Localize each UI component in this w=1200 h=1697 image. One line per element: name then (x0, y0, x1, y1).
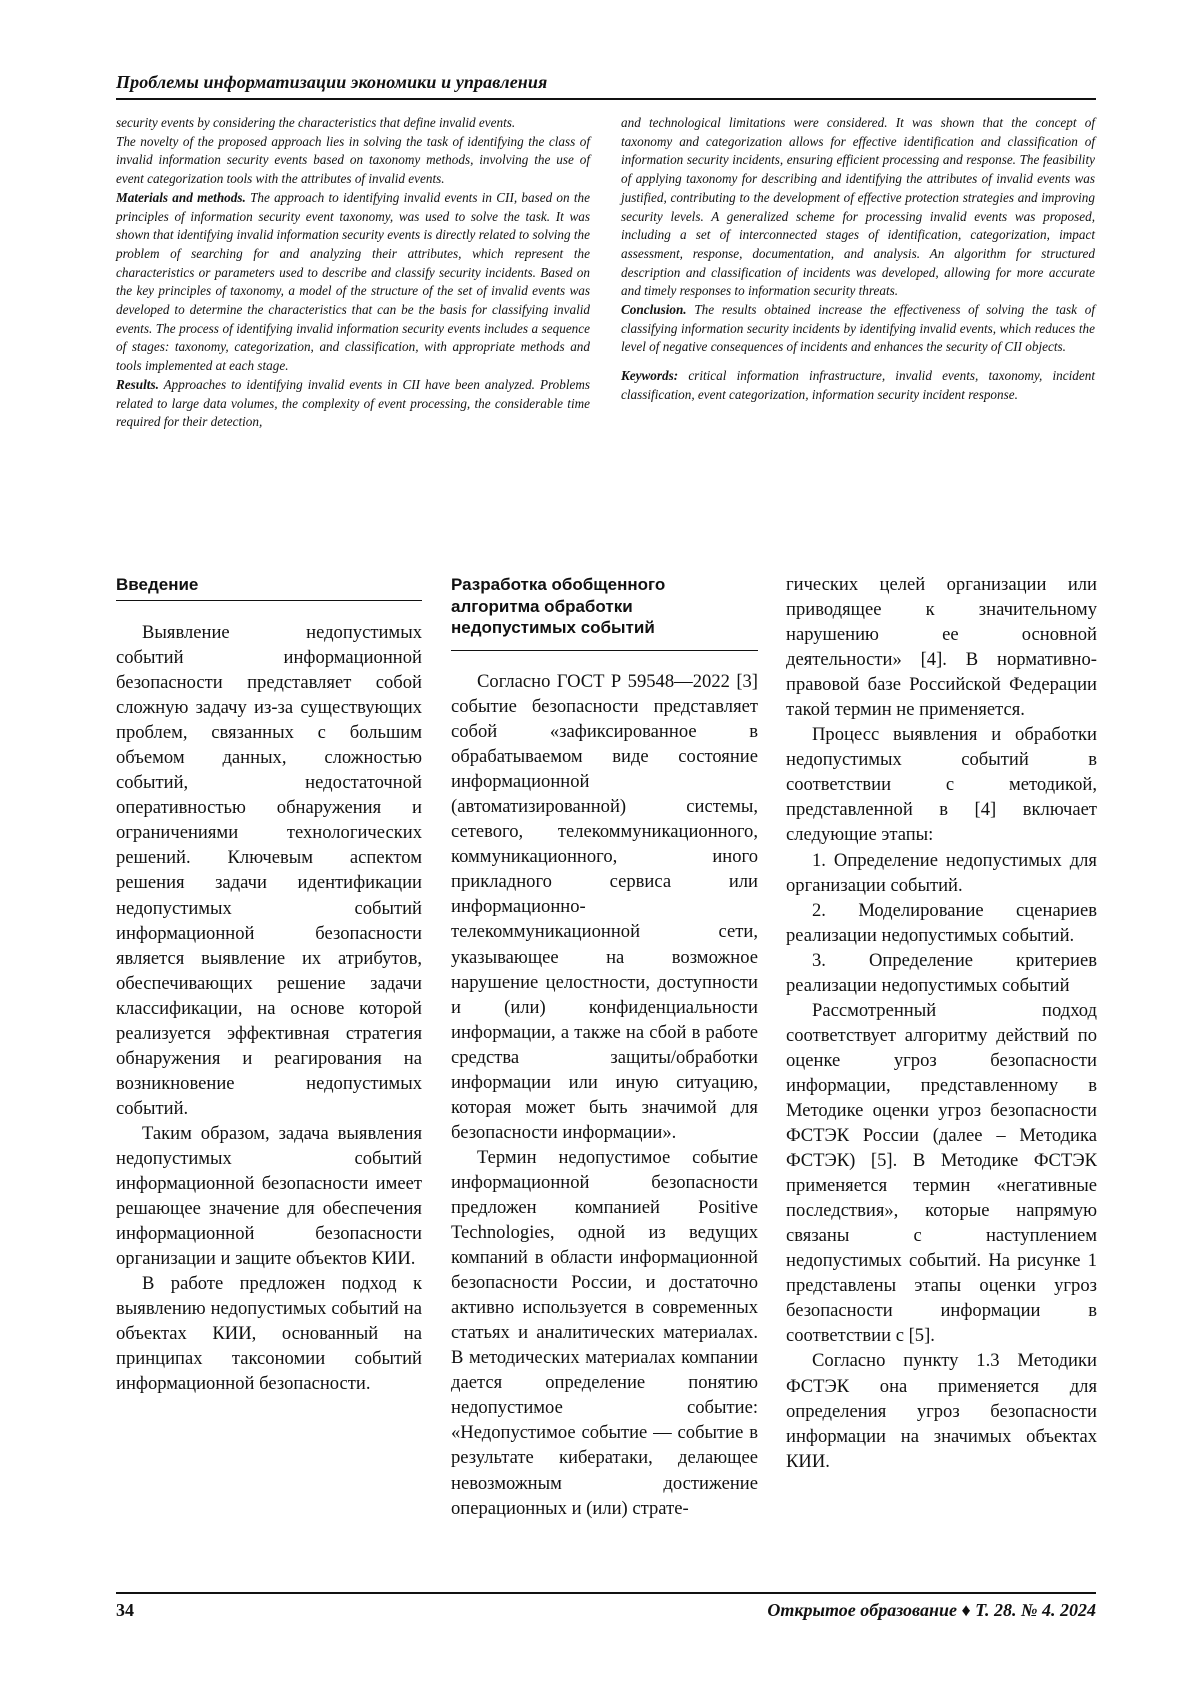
footer-rule (116, 1592, 1096, 1594)
body-column-1 (116, 620, 422, 1396)
list-item: 3. Определение критериев реализации недопустимых событий (786, 949, 1097, 996)
keywords-label: Keywords: (621, 368, 679, 384)
body-paragraph: Согласно пункту 1.3 Методики ФСТЭК она применяется для определения угроз безопасности информации на значимых объектах КИИ. (786, 1350, 1097, 1472)
abstract-keywords-paragraph (621, 367, 1095, 404)
conclusion-text: The results obtained increase the effectiveness of solving the task of classifying information security incidents by identifying invalid events, which reduces the level of negative consequences of incidents and enhances the security of CII objects. (621, 302, 1095, 355)
body-column-2 (451, 669, 758, 1521)
abstract-right-column (621, 114, 1095, 405)
body-paragraph: гических целей организации или приводящее к значительному нарушению ее основной деятельности» [4]. В нормативно-правовой базе Российской Федерации такой термин не применяется. (786, 574, 1097, 721)
body-column-3 (786, 572, 1097, 1474)
section-heading-rule (116, 600, 422, 601)
body-paragraph: В работе предложен подход к выявлению недопустимых событий на объектах КИИ, основанный на принципах таксономии событий информационной безопасности. (116, 1273, 422, 1395)
materials-text: The approach to identifying invalid events in CII, based on the principles of information security event taxonomy, was used to solve the task. It was shown that identifying invalid information security events is directly related to solving the problem of searching for and analyzing their attributes, which represent the characteristics or parameters used to describe and classify security incidents. Based on the key principles of taxonomy, a model of the structure of the set of invalid events was developed to determine the characteristics that can be the basis for classifying invalid events. The process of identifying invalid information security events includes a sequence of stages: taxonomy, categorization, and classification, with appropriate methods and tools implemented at each stage. (116, 189, 590, 374)
results-text: Approaches to identifying invalid events in CII have been analyzed. Problems related to large data volumes, the complexity of event processing, the considerable time required for their detection, (116, 376, 590, 430)
body-paragraph: Согласно ГОСТ Р 59548—2022 [3] событие безопасности представляет собой «зафиксированное в обрабатываемом виде состояние информационной (автоматизированной) системы, сетевого, телекоммуникационного, коммуникационного, иного прикладного сервиса или информационно-телекоммуникационной сети, указывающее на возможное нарушение целостности, доступности и (или) конфиденциальности информации, а также на сбой в работе средства защиты/обработки информации или иную ситуацию, которая может быть значимой для безопасности информации». (451, 671, 758, 1143)
abstract-results-paragraph (116, 376, 590, 432)
conclusion-label: Conclusion. (621, 302, 687, 318)
abstract-materials-paragraph (116, 189, 590, 376)
keywords-text: critical information infrastructure, invalid events, taxonomy, incident classification, event categorization, information security incident response. (621, 368, 1095, 402)
abstract-paragraph: and technological limitations were considered. It was shown that the concept of taxonomy and categorization allows for effective identification and classification of information security incidents, ensuring efficient processing and response. The feasibility of applying taxonomy for describing and identifying the attributes of invalid events was justified, contributing to the development of effective protection strategies and improving security levels. A generalized scheme for processing invalid events was proposed, including a set of interconnected stages of identification, categorization, impact assessment, response, documentation, and analysis. An algorithm for structured description and classification of incidents was developed, allowing for more accurate and timely responses to information security threats. (621, 115, 1095, 299)
journal-name: Открытое образование (767, 1600, 957, 1620)
abstract-spacer (621, 357, 1095, 367)
diamond-icon: ♦ (961, 1600, 971, 1620)
header-rule (116, 98, 1096, 100)
list-item: 2. Моделирование сценариев реализации недопустимых событий. (786, 899, 1097, 946)
abstract-paragraph: security events by considering the characteristics that define invalid events. (116, 115, 516, 130)
materials-label: Materials and methods. (116, 189, 246, 205)
abstract-left-column (116, 114, 590, 432)
body-paragraph: Процесс выявления и обработки недопустимых событий в соответствии с методикой, представленной в [4] включает следующие этапы: (786, 724, 1097, 846)
results-label: Results. (116, 376, 159, 392)
body-paragraph: Термин недопустимое событие информационной безопасности предложен компанией Positive Technologies, одной из ведущих компаний в области информационной безопасности России, и достаточно активно используется в современных статьях и аналитических материалах. В методических материалах компании дается определение понятию недопустимое событие: «Недопустимое событие — событие в результате кибератаки, делающее невозможным достижение операционных и (или) страте- (451, 1146, 758, 1519)
list-item: 1. Определение недопустимых для организации событий. (786, 849, 1097, 896)
page-number: 34 (116, 1600, 134, 1620)
section-heading-rule (451, 650, 758, 651)
body-paragraph: Таким образом, задача выявления недопустимых событий информационной безопасности имеет решающее значение для обеспечения информационной безопасности организации и защите объектов КИИ. (116, 1122, 422, 1270)
section-heading-introduction: Введение (116, 575, 199, 594)
section-heading-algorithm: Разработка обобщенного алгоритма обработки недопустимых событий (451, 575, 666, 637)
body-paragraph: Рассмотренный подход соответствует алгоритму действий по оценке угроз безопасности информации, представленному в Методике оценки угроз безопасности ФСТЭК России (далее – Методика ФСТЭК) [5]. В Методике ФСТЭК применяется термин «негативные последствия», которые напрямую связаны с наступлением недопустимых событий. На рисунке 1 представлены этапы оценки угроз безопасности информации в соответствии с [5]. (786, 999, 1097, 1347)
journal-citation (767, 1600, 1096, 1621)
body-paragraph: Выявление недопустимых событий информационной безопасности представляет собой сложную задачу из-за существующих проблем, связанных с большим объемом данных, сложностью событий, недостаточной оперативностью обнаружения и ограничениями технологических решений. Ключевым аспектом решения задачи идентификации недопустимых событий информационной безопасности является выявление их атрибутов, обеспечивающих решение задачи классификации, на основе которой реализуется эффективная стратегия обнаружения и реагирования на возникновение недопустимых событий. (116, 622, 422, 1119)
running-head: Проблемы информатизации экономики и управления (116, 72, 548, 92)
abstract-conclusion-paragraph (621, 301, 1095, 357)
abstract-novelty-paragraph: The novelty of the proposed approach lies in solving the task of identifying the class of invalid information security events based on taxonomy methods, involving the use of event categorization tools with the attributes of invalid events. (116, 133, 590, 187)
journal-issue: Т. 28. № 4. 2024 (975, 1600, 1096, 1620)
